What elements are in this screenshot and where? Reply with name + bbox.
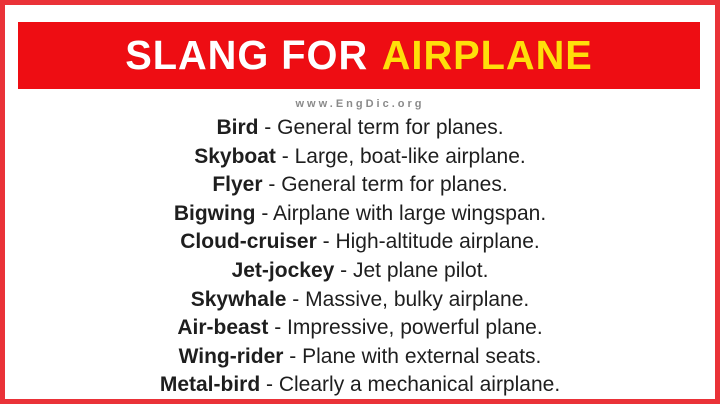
separator-text: -	[260, 373, 279, 397]
definition-text: High-altitude airplane.	[335, 230, 540, 254]
list-item	[5, 343, 715, 372]
definition-text: Clearly a mechanical airplane.	[278, 373, 561, 397]
term-text: Air-beast	[177, 316, 269, 340]
site-url: www.EngDic.org	[295, 98, 425, 110]
list-item	[5, 114, 715, 143]
definition-text: General term for planes.	[281, 173, 508, 197]
term-text: Flyer	[212, 173, 263, 197]
separator-text: -	[258, 116, 278, 139]
list-item	[5, 314, 715, 343]
separator-text: -	[255, 201, 273, 225]
definition-text: Massive, bulky airplane.	[305, 287, 530, 311]
term-text: Jet-jockey	[231, 258, 335, 282]
page-title-slang-for: SLANG FOR	[125, 32, 369, 78]
separator-text: -	[286, 287, 306, 311]
separator-text: -	[334, 258, 353, 282]
separator-text: -	[275, 144, 295, 168]
definition-text: Plane with external seats.	[302, 344, 542, 368]
definition-text: General term for planes.	[277, 116, 504, 139]
definition-text: Large, boat-like airplane.	[294, 144, 526, 168]
term-text: Skywhale	[190, 287, 287, 311]
term-text: Bird	[216, 116, 259, 139]
definition-text: Impressive, powerful plane.	[287, 316, 543, 340]
page-title-airplane: AIRPLANE	[381, 32, 593, 78]
separator-text: -	[283, 344, 303, 368]
list-item	[5, 228, 715, 257]
term-text: Wing-rider	[178, 344, 284, 368]
term-text: Cloud-cruiser	[180, 230, 317, 254]
slang-term-list	[5, 114, 715, 400]
definition-text: Airplane with large wingspan.	[273, 201, 547, 225]
list-item	[5, 143, 715, 172]
definition-text: Jet plane pilot.	[352, 258, 489, 282]
list-item	[5, 200, 715, 229]
list-item	[5, 371, 715, 400]
separator-text: -	[262, 173, 282, 197]
list-item	[5, 171, 715, 200]
term-text: Metal-bird	[159, 373, 261, 397]
term-text: Bigwing	[173, 201, 256, 225]
title-banner	[18, 22, 700, 89]
term-text: Skyboat	[194, 144, 276, 168]
list-item	[5, 257, 715, 286]
separator-text: -	[316, 230, 336, 254]
page-title	[125, 32, 593, 79]
list-item	[5, 286, 715, 315]
separator-text: -	[268, 316, 288, 340]
